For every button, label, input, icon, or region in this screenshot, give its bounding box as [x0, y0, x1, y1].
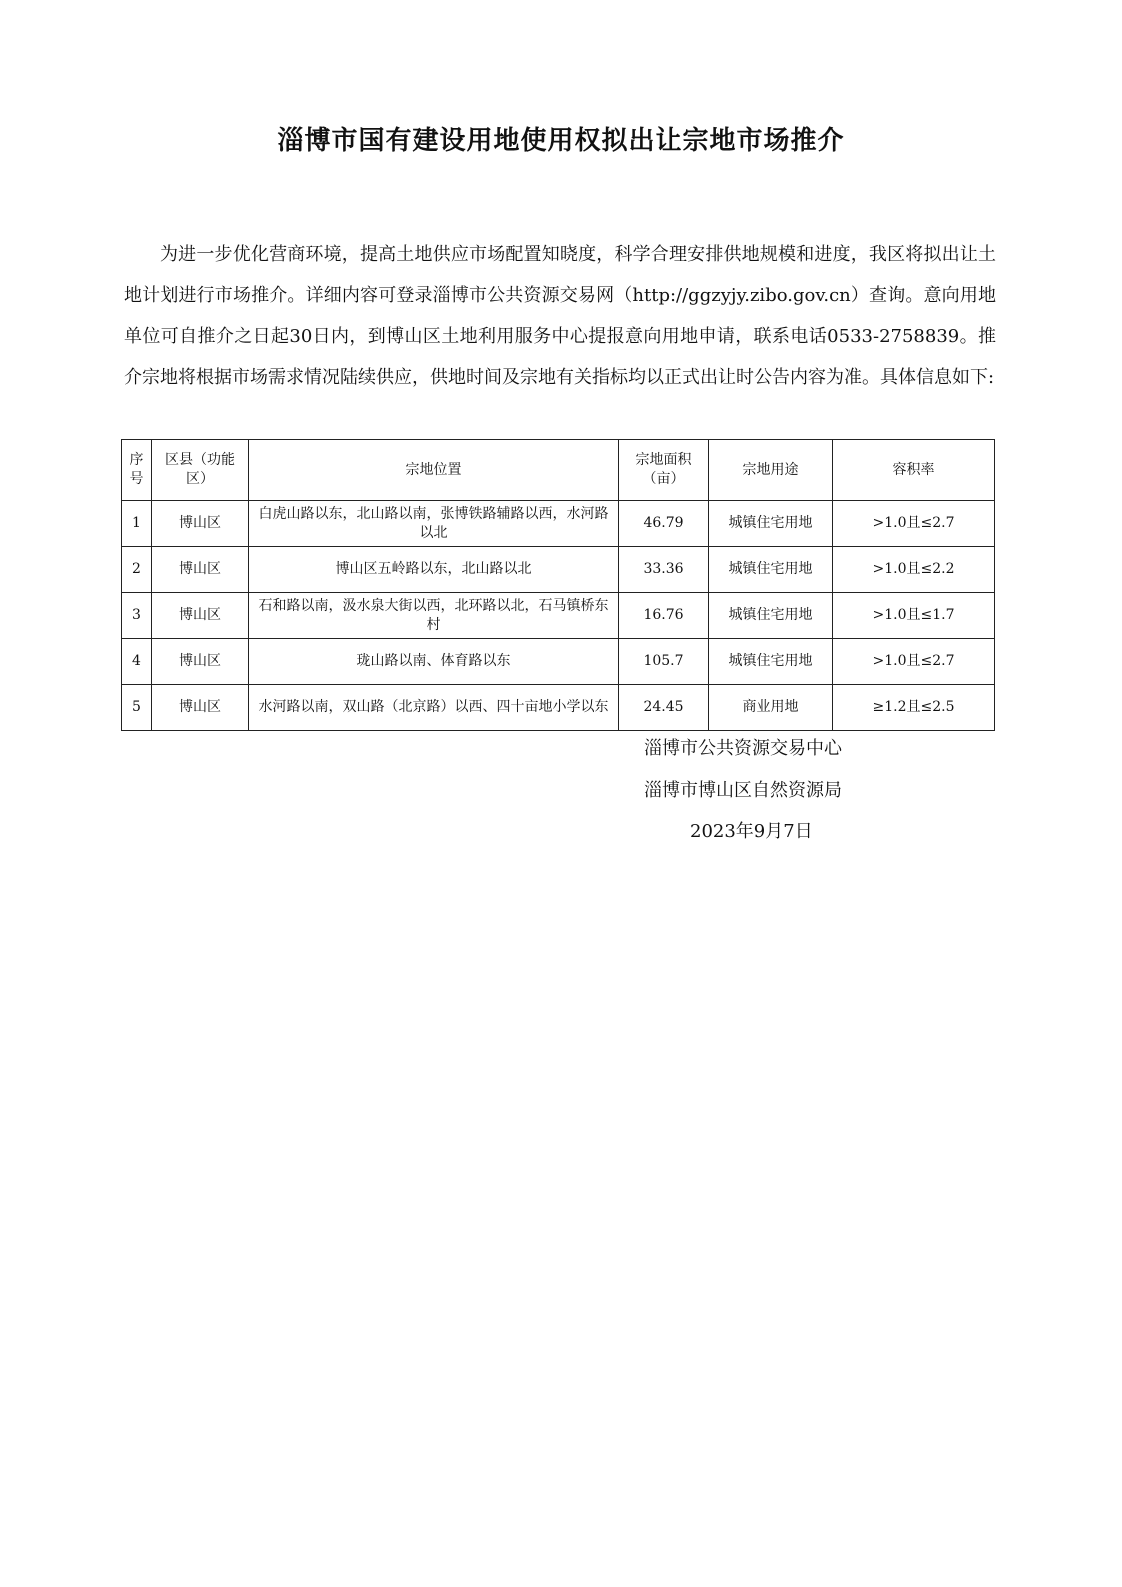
header-serial: 序号	[122, 440, 152, 501]
issue-date: 2023年9月7日	[690, 821, 813, 842]
cell-serial: 2	[122, 547, 152, 593]
cell-far: >1.0且≤1.7	[833, 593, 995, 639]
cell-use: 城镇住宅用地	[709, 547, 833, 593]
header-district: 区县（功能区）	[152, 440, 249, 501]
cell-district: 博山区	[152, 593, 249, 639]
header-use: 宗地用途	[709, 440, 833, 501]
cell-location: 水河路以南，双山路（北京路）以西、四十亩地小学以东	[249, 685, 619, 731]
cell-area: 105.7	[619, 639, 709, 685]
table-row	[122, 593, 995, 639]
cell-location: 石和路以南，汲水泉大街以西，北环路以北，石马镇桥东村	[249, 593, 619, 639]
issuer-natural-resources-bureau: 淄博市博山区自然资源局	[644, 780, 842, 801]
land-plot-table	[121, 439, 995, 731]
cell-far: >1.0且≤2.7	[833, 501, 995, 547]
cell-location: 白虎山路以东，北山路以南，张博铁路辅路以西，水河路以北	[249, 501, 619, 547]
issuer-trading-center: 淄博市公共资源交易中心	[644, 738, 842, 759]
cell-use: 城镇住宅用地	[709, 501, 833, 547]
cell-district: 博山区	[152, 639, 249, 685]
cell-district: 博山区	[152, 501, 249, 547]
cell-district: 博山区	[152, 685, 249, 731]
cell-serial: 3	[122, 593, 152, 639]
header-far: 容积率	[833, 440, 995, 501]
cell-area: 33.36	[619, 547, 709, 593]
table-header-row	[122, 440, 995, 501]
cell-far: >1.0且≤2.2	[833, 547, 995, 593]
cell-far: >1.0且≤2.7	[833, 639, 995, 685]
cell-area: 46.79	[619, 501, 709, 547]
intro-paragraph: 为进一步优化营商环境，提高土地供应市场配置知晓度，科学合理安排供地规模和进度，我区将拟出让土地计划进行市场推介。详细内容可登录淄博市公共资源交易网（http://ggzyjy.zibo.gov.cn）查询。意向用地单位可自推介之日起30日内，到博山区土地利用服务中心提报意向用地申请，联系电话0533-2758839。推介宗地将根据市场需求情况陆续供应，供地时间及宗地有关指标均以正式出让时公告内容为准。具体信息如下:	[124, 244, 996, 388]
cell-use: 城镇住宅用地	[709, 593, 833, 639]
cell-district: 博山区	[152, 547, 249, 593]
header-area: 宗地面积（亩）	[619, 440, 709, 501]
table-row	[122, 547, 995, 593]
table-row	[122, 501, 995, 547]
cell-serial: 4	[122, 639, 152, 685]
cell-use: 商业用地	[709, 685, 833, 731]
table-row	[122, 639, 995, 685]
cell-area: 24.45	[619, 685, 709, 731]
cell-far: ≥1.2且≤2.5	[833, 685, 995, 731]
cell-serial: 5	[122, 685, 152, 731]
cell-area: 16.76	[619, 593, 709, 639]
cell-serial: 1	[122, 501, 152, 547]
table-row	[122, 685, 995, 731]
document-title: 淄博市国有建设用地使用权拟出让宗地市场推介	[277, 126, 845, 156]
cell-use: 城镇住宅用地	[709, 639, 833, 685]
cell-location: 博山区五岭路以东，北山路以北	[249, 547, 619, 593]
cell-location: 珑山路以南、体育路以东	[249, 639, 619, 685]
header-location: 宗地位置	[249, 440, 619, 501]
